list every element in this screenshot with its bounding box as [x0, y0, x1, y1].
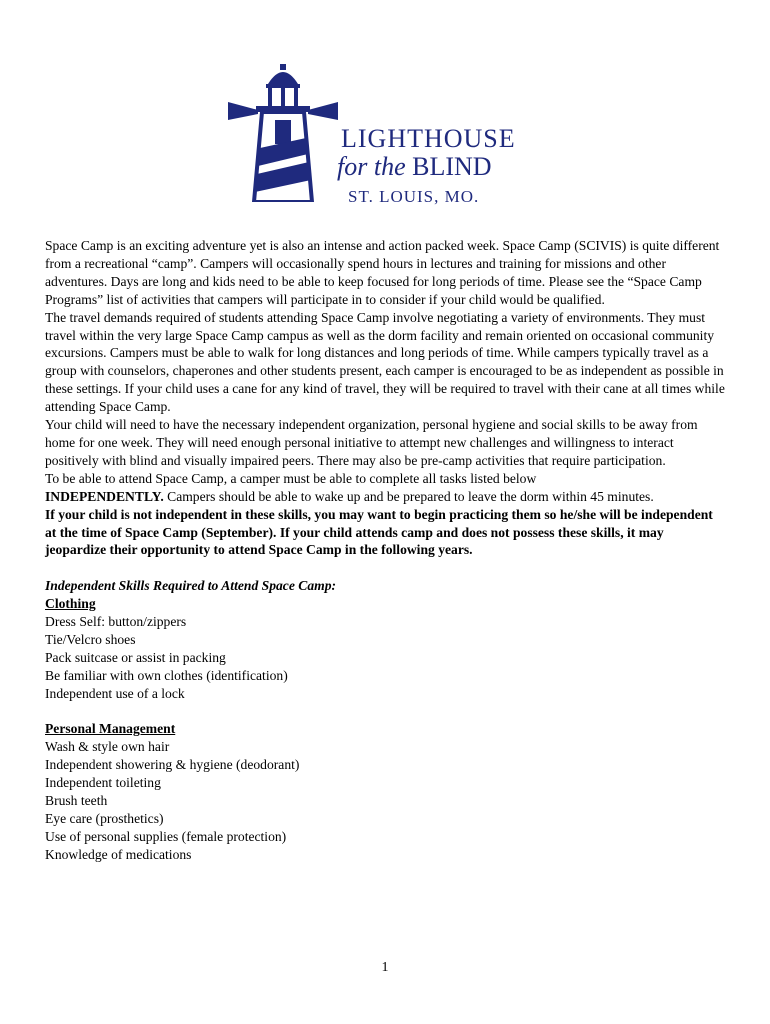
list-item: Tie/Velcro shoes [45, 631, 136, 647]
skills-heading: Independent Skills Required to Attend Space Camp: [45, 578, 337, 594]
list-item: Be familiar with own clothes (identification) [45, 667, 288, 683]
requirements-start: To be able to attend Space Camp, a camper must be able to complete all tasks listed below [45, 470, 537, 486]
list-item: Brush teeth [45, 793, 108, 809]
logo-location: ST. LOUIS, MO. [348, 187, 480, 206]
personal-management-list [45, 738, 725, 863]
skills-paragraph: Your child will need to have the necessary independent organization, personal hygiene and social skills to be away from home for one week. They will need enough personal initiative to attempt new challenges and willingness to interact positively with blind and visually impaired peers. There may also be pre-camp activities that require participation. [45, 417, 698, 468]
list-item: Independent showering & hygiene (deodorant) [45, 757, 300, 773]
list-item: Eye care (prosthetics) [45, 810, 164, 826]
list-item: Use of personal supplies (female protection) [45, 828, 287, 844]
list-item: Independent toileting [45, 775, 161, 791]
travel-paragraph: The travel demands required of students attending Space Camp involve negotiating a variety of environments. They must travel within the very large Space Camp campus as well as the dorm facility and remain oriented on occasional community excursions. Campers must be able to walk for long distances and long periods of time. While campers typically travel as a group with counselors, chaperones and other students present, each camper is encouraged to be as independent as possible in these settings. If your child uses a cane for any kind of travel, they will be required to travel with their cane at all times while attending Space Camp. [45, 309, 725, 415]
logo-title: LIGHTHOUSE [341, 124, 516, 153]
list-item: Wash & style own hair [45, 739, 170, 755]
intro-paragraph: Space Camp is an exciting adventure yet is also an intense and action packed week. Space Camp (SCIVIS) is quite different from a recreational “camp”. Campers will occasionally spend hours in lectures and training for missions and other adventures. Days are long and kids need to be able to keep focused for long periods of time. Please see the “Space Camp Programs” list of activities that campers will participate in to consider if your child would be qualified. [45, 238, 720, 307]
requirements-rest: Campers should be able to wake up and be prepared to leave the dorm within 45 minutes. [163, 488, 654, 504]
page-number: 1 [381, 960, 389, 975]
logo-subtitle [337, 152, 492, 182]
list-item: Dress Self: button/zippers [45, 614, 187, 630]
lighthouse-icon [228, 62, 338, 202]
personal-management-heading: Personal Management [45, 721, 176, 737]
clothing-list [45, 613, 725, 703]
document-body [45, 237, 725, 864]
list-item: Independent use of a lock [45, 685, 185, 701]
logo-subtitle-italic: for the [337, 152, 406, 181]
logo-subtitle-rest: BLIND [405, 152, 492, 181]
list-item: Knowledge of medications [45, 846, 192, 862]
list-item: Pack suitcase or assist in packing [45, 649, 226, 665]
logo [228, 62, 540, 206]
requirements-emphasis: INDEPENDENTLY. [45, 488, 164, 504]
warning-paragraph: If your child is not independent in these skills, you may want to begin practicing them so he/she will be independent at the time of Space Camp (September). If your child attends camp and does not possess these skills, it may jeopardize their opportunity to attend Space Camp in the following years. [45, 506, 713, 558]
requirements-paragraph [45, 470, 725, 506]
clothing-heading: Clothing [45, 596, 96, 612]
